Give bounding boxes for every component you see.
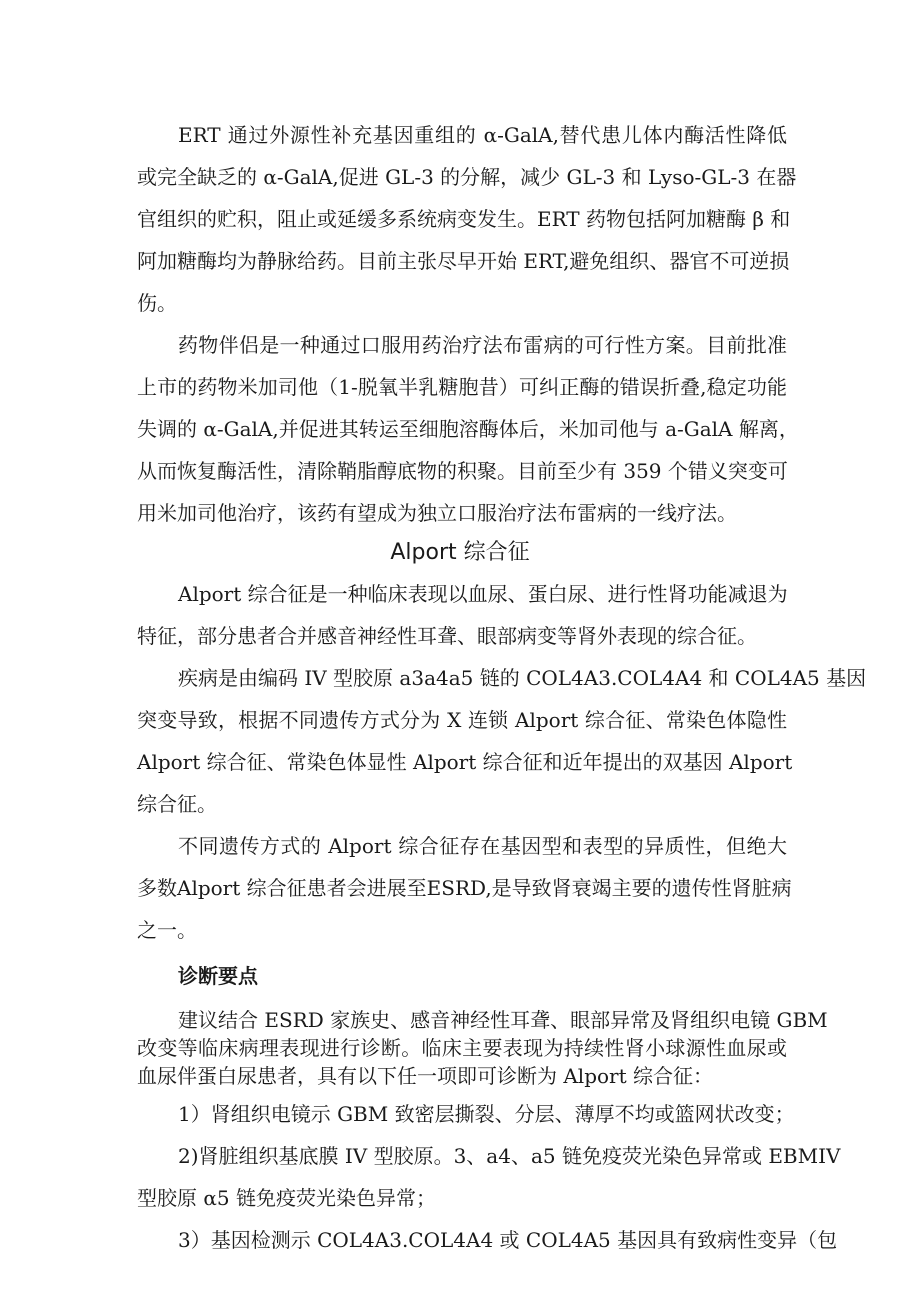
paragraph-genetics-line: 疾病是由编码 IV 型胶原 a3a4a5 链的 COL4A3.COL4A4 和 COL4A5 基因 <box>178 666 867 690</box>
paragraph-heterogeneity-line: 不同遗传方式的 Alport 综合征存在基因型和表型的异质性，但绝大 <box>178 834 787 858</box>
paragraph-diagnosis-line: 建议结合 ESRD 家族史、感音神经性耳聋、眼部异常及肾组织电镜 GBM <box>178 1008 828 1032</box>
paragraph-chaperone-line: 药物伴侣是一种通过口服用药治疗法布雷病的可行性方案。目前批准 <box>178 333 787 357</box>
criterion-item-2-line: 型胶原 α5 链免疫荧光染色异常； <box>137 1186 436 1210</box>
paragraph-ert-line: 官组织的贮积，阻止或延缓多系统病变发生。ERT 药物包括阿加糖酶 β 和 <box>137 207 791 231</box>
paragraph-genetics-line: 综合征。 <box>137 792 217 816</box>
paragraph-heterogeneity-line: 之一。 <box>137 918 197 942</box>
criterion-item-1: 1）肾组织电镜示 GBM 致密层撕裂、分层、薄厚不均或篮网状改变； <box>178 1102 795 1126</box>
paragraph-chaperone-line: 用米加司他治疗，该药有望成为独立口服治疗法布雷病的一线疗法。 <box>137 501 737 525</box>
paragraph-ert-line: 伤。 <box>137 291 177 315</box>
paragraph-chaperone-line: 上市的药物米加司他（1-脱氧半乳糖胞昔）可纠正酶的错误折叠,稳定功能 <box>137 375 787 399</box>
criterion-item-3-line: 3）基因检测示 COL4A3.COL4A4 或 COL4A5 基因具有致病性变异（包 <box>178 1228 838 1252</box>
paragraph-genetics-line: Alport 综合征、常染色体显性 Alport 综合征和近年提出的双基因 Alport <box>137 750 793 774</box>
criterion-item-2-line: 2)肾脏组织基底膜 IV 型胶原。3、a4、a5 链免疫荧光染色异常或 EBMIV <box>178 1144 841 1168</box>
paragraph-heterogeneity-line: 多数Alport 综合征患者会进展至ESRD,是导致肾衰竭主要的遗传性肾脏病 <box>137 876 792 900</box>
section-heading: Alport 综合征 <box>390 540 530 565</box>
paragraph-definition-line: 特征，部分患者合并感音神经性耳聋、眼部病变等肾外表现的综合征。 <box>137 624 757 648</box>
paragraph-ert-line: 阿加糖酶均为静脉给药。目前主张尽早开始 ERT,避免组织、器官不可逆损 <box>137 249 790 273</box>
paragraph-diagnosis-line: 改变等临床病理表现进行诊断。临床主要表现为持续性肾小球源性血尿或 <box>137 1036 787 1060</box>
paragraph-definition-line: Alport 综合征是一种临床表现以血尿、蛋白尿、进行性肾功能减退为 <box>178 582 788 606</box>
paragraph-chaperone-line: 从而恢复酶活性，清除鞘脂醇底物的积聚。目前至少有 359 个错义突变可 <box>137 459 788 483</box>
paragraph-ert-line: ERT 通过外源性补充基因重组的 α-GalA,替代患儿体内酶活性降低 <box>178 123 787 147</box>
paragraph-ert-line: 或完全缺乏的 α-GalA,促进 GL-3 的分解，减少 GL-3 和 Lyso-GL-3 在器 <box>137 165 797 189</box>
diagnosis-subheading: 诊断要点 <box>178 964 258 988</box>
paragraph-diagnosis-line: 血尿伴蛋白尿患者，具有以下任一项即可诊断为 Alport 综合征： <box>137 1064 713 1088</box>
paragraph-genetics-line: 突变导致，根据不同遗传方式分为 X 连锁 Alport 综合征、常染色体隐性 <box>137 708 787 732</box>
paragraph-chaperone-line: 失调的 α-GalA,并促进其转运至细胞溶酶体后，米加司他与 a-GalA 解离， <box>137 417 799 441</box>
